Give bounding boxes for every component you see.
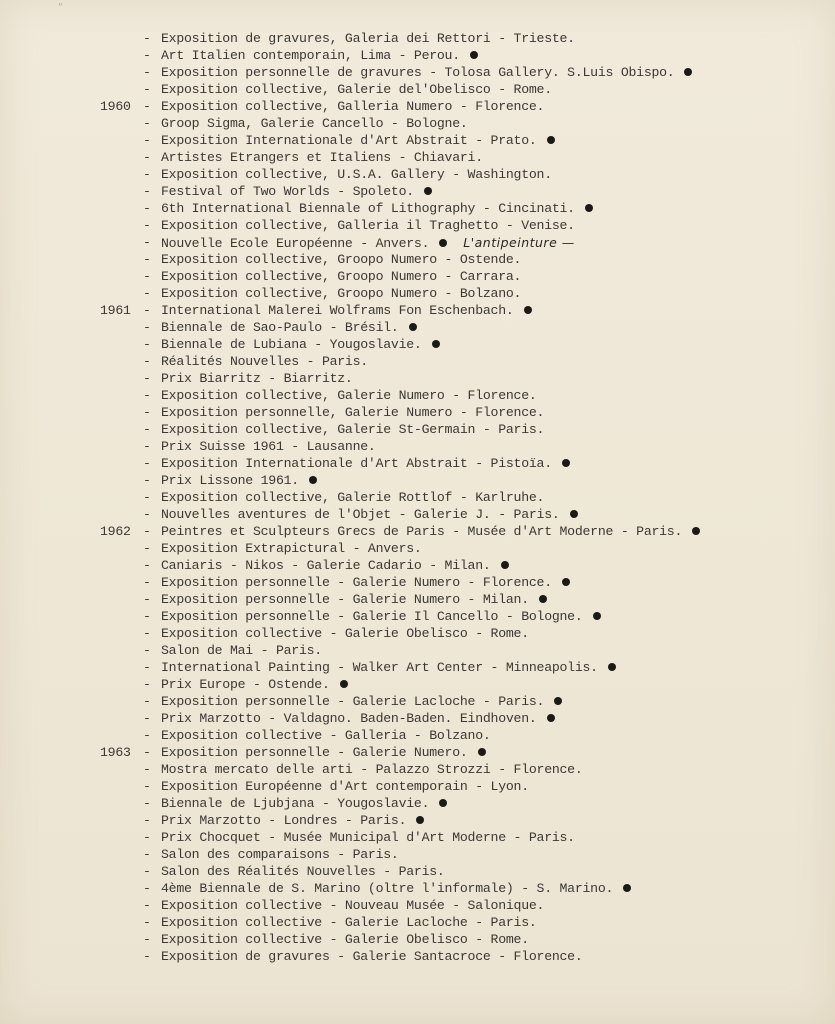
bullet-dash: -: [143, 235, 151, 250]
bullet-dash: -: [143, 99, 151, 114]
entry-line: [161, 863, 445, 880]
entry-line: [161, 149, 483, 166]
bullet-dash: -: [143, 269, 151, 284]
entry-line: [161, 727, 491, 744]
entry-text: Exposition collective, Groopo Numero - Carrara.: [161, 269, 522, 284]
entry-text: Mostra mercato delle arti - Palazzo Strozzi - Florence.: [161, 762, 583, 777]
bullet-dash: -: [143, 864, 151, 879]
list-item: [100, 591, 820, 608]
list-item: [100, 557, 820, 574]
list-item: [100, 761, 820, 778]
list-item: [100, 132, 820, 149]
ink-dot-mark: [470, 51, 478, 59]
entry-text: Prix Marzotto - Londres - Paris.: [161, 813, 407, 828]
list-item: [100, 931, 820, 948]
list-item: [100, 710, 820, 727]
entry-line: [161, 914, 537, 931]
bullet-dash: -: [143, 558, 151, 573]
entry-text: Exposition collective, Galerie del'Obelisco - Rome.: [161, 82, 552, 97]
entry-text: 4ème Biennale de S. Marino (oltre l'informale) - S. Marino.: [161, 881, 614, 896]
list-item: [100, 506, 820, 523]
list-item: [100, 336, 820, 353]
entry-line: [161, 659, 616, 676]
bullet-dash: -: [143, 354, 151, 369]
bullet-dash: -: [143, 575, 151, 590]
ink-dot-mark: [409, 323, 417, 331]
entry-line: [161, 744, 486, 761]
list-item: [100, 183, 820, 200]
entry-line: [161, 268, 521, 285]
entry-text: Exposition collective, Groopo Numero - Bolzano.: [161, 286, 522, 301]
bullet-dash: -: [143, 609, 151, 624]
list-item: [100, 744, 820, 761]
entry-text: Festival of Two Worlds - Spoleto.: [161, 184, 414, 199]
bullet-dash: -: [143, 133, 151, 148]
year-label: 1963: [100, 745, 131, 760]
list-item: [100, 81, 820, 98]
entry-text: Salon des comparaisons - Paris.: [161, 847, 399, 862]
list-item: [100, 914, 820, 931]
entry-line: [161, 234, 575, 252]
list-item: [100, 880, 820, 897]
ink-dot-mark: [562, 578, 570, 586]
bullet-dash: -: [143, 388, 151, 403]
entry-line: [161, 795, 447, 812]
bullet-dash: -: [143, 405, 151, 420]
bullet-dash: -: [143, 167, 151, 182]
entry-text: International Painting - Walker Art Center - Minneapolis.: [161, 660, 598, 675]
entry-line: [161, 829, 575, 846]
entry-line: [161, 285, 521, 302]
entry-text: Artistes Etrangers et Italiens - Chiavari.: [161, 150, 483, 165]
entry-line: [161, 931, 529, 948]
entry-text: Exposition collective, Groopo Numero - Ostende.: [161, 252, 522, 267]
entry-line: [161, 948, 583, 965]
entry-text: Exposition collective, Galerie Rottlof - Karlruhe.: [161, 490, 545, 505]
bullet-dash: -: [143, 915, 151, 930]
entry-line: [161, 132, 555, 149]
entry-text: Prix Lissone 1961.: [161, 473, 299, 488]
entry-line: [161, 81, 552, 98]
bullet-dash: -: [143, 677, 151, 692]
entry-line: [161, 625, 529, 642]
list-item: [100, 149, 820, 166]
ink-dot-mark: [547, 136, 555, 144]
entry-line: [161, 489, 544, 506]
ink-dot-mark: [524, 306, 532, 314]
entry-text: Biennale de Lubiana - Yougoslavie.: [161, 337, 422, 352]
year-label: 1961: [100, 303, 131, 318]
exhibition-list: [100, 30, 820, 965]
ink-dot-mark: [340, 680, 348, 688]
ink-dot-mark: [501, 561, 509, 569]
bullet-dash: -: [143, 898, 151, 913]
entry-line: [161, 217, 575, 234]
entry-text: Caniaris - Nikos - Galerie Cadario - Milan.: [161, 558, 491, 573]
entry-text: Prix Chocquet - Musée Municipal d'Art Moderne - Paris.: [161, 830, 575, 845]
list-item: [100, 404, 820, 421]
bullet-dash: -: [143, 660, 151, 675]
bullet-dash: -: [143, 507, 151, 522]
list-item: [100, 897, 820, 914]
list-item: [100, 353, 820, 370]
ink-dot-mark: [562, 459, 570, 467]
bullet-dash: -: [143, 31, 151, 46]
bullet-dash: -: [143, 150, 151, 165]
entry-text: Exposition personnelle - Galerie Numero - Milan.: [161, 592, 529, 607]
entry-text: 6th International Biennale of Lithography - Cincinati.: [161, 201, 575, 216]
entry-text: Exposition Extrapictural - Anvers.: [161, 541, 422, 556]
entry-text: Exposition personnelle de gravures - Tolosa Gallery. S.Luis Obispo.: [161, 65, 675, 80]
entry-line: [161, 438, 376, 455]
entry-line: [161, 880, 631, 897]
entry-line: [161, 608, 601, 625]
bullet-dash: -: [143, 201, 151, 216]
entry-line: [161, 591, 547, 608]
list-item: [100, 217, 820, 234]
bullet-dash: -: [143, 184, 151, 199]
list-item: [100, 387, 820, 404]
entry-text: Art Italien contemporain, Lima - Perou.: [161, 48, 460, 63]
entry-line: [161, 812, 424, 829]
year-label: 1960: [100, 99, 131, 114]
entry-line: [161, 302, 532, 319]
ink-dot-mark: [692, 527, 700, 535]
ink-dot-mark: [585, 204, 593, 212]
list-item: [100, 421, 820, 438]
corner-mark: ": [58, 2, 63, 13]
list-item: [100, 829, 820, 846]
entry-text: Nouvelle Ecole Européenne - Anvers.: [161, 236, 430, 251]
list-item: [100, 200, 820, 217]
entry-text: Exposition collective, Galleria il Traghetto - Venise.: [161, 218, 575, 233]
entry-text: Prix Europe - Ostende.: [161, 677, 330, 692]
entry-line: [161, 761, 583, 778]
entry-text: Peintres et Sculpteurs Grecs de Paris - Musée d'Art Moderne - Paris.: [161, 524, 683, 539]
bullet-dash: -: [143, 881, 151, 896]
list-item: [100, 47, 820, 64]
list-item: [100, 948, 820, 965]
ink-dot-mark: [478, 748, 486, 756]
entry-line: [161, 540, 422, 557]
entry-line: [161, 251, 521, 268]
bullet-dash: -: [143, 796, 151, 811]
entry-text: Exposition Internationale d'Art Abstrait - Prato.: [161, 133, 537, 148]
bullet-dash: -: [143, 779, 151, 794]
entry-text: Nouvelles aventures de l'Objet - Galerie J. - Paris.: [161, 507, 560, 522]
bullet-dash: -: [143, 711, 151, 726]
entry-text: Exposition personnelle, Galerie Numero - Florence.: [161, 405, 545, 420]
bullet-dash: -: [143, 48, 151, 63]
list-item: [100, 472, 820, 489]
list-item: [100, 489, 820, 506]
list-item: [100, 302, 820, 319]
list-item: [100, 523, 820, 540]
entry-text: Salon des Réalités Nouvelles - Paris.: [161, 864, 445, 879]
year-label: 1962: [100, 524, 131, 539]
handwritten-note: L'antipeinture —: [463, 235, 575, 250]
entry-text: Exposition collective, Galerie Numero - Florence.: [161, 388, 537, 403]
ink-dot-mark: [309, 476, 317, 484]
list-item: [100, 540, 820, 557]
entry-line: [161, 30, 575, 47]
entry-line: [161, 676, 348, 693]
list-item: [100, 455, 820, 472]
bullet-dash: -: [143, 541, 151, 556]
bullet-dash: -: [143, 286, 151, 301]
list-item: [100, 268, 820, 285]
entry-line: [161, 353, 368, 370]
bullet-dash: -: [143, 456, 151, 471]
entry-text: Exposition personnelle - Galerie Numero.: [161, 745, 468, 760]
bullet-dash: -: [143, 439, 151, 454]
list-item: [100, 370, 820, 387]
list-item: [100, 115, 820, 132]
entry-line: [161, 710, 555, 727]
bullet-dash: -: [143, 490, 151, 505]
list-item: [100, 625, 820, 642]
entry-text: International Malerei Wolframs Fon Eschenbach.: [161, 303, 514, 318]
entry-line: [161, 846, 399, 863]
list-item: [100, 795, 820, 812]
entry-text: Exposition personnelle - Galerie Lacloche - Paris.: [161, 694, 545, 709]
ink-dot-mark: [684, 68, 692, 76]
list-item: [100, 812, 820, 829]
entry-line: [161, 523, 700, 540]
entry-line: [161, 183, 432, 200]
entry-text: Exposition Européenne d'Art contemporain - Lyon.: [161, 779, 529, 794]
bullet-dash: -: [143, 303, 151, 318]
entry-text: Exposition collective - Galerie Obelisco - Rome.: [161, 932, 529, 947]
entry-line: [161, 472, 317, 489]
entry-text: Prix Marzotto - Valdagno. Baden-Baden. Eindhoven.: [161, 711, 537, 726]
entry-line: [161, 319, 417, 336]
entry-line: [161, 778, 529, 795]
entry-text: Exposition Internationale d'Art Abstrait - Pistoïa.: [161, 456, 552, 471]
entry-text: Biennale de Ljubjana - Yougoslavie.: [161, 796, 430, 811]
bullet-dash: -: [143, 592, 151, 607]
entry-text: Exposition collective - Nouveau Musée - Salonique.: [161, 898, 545, 913]
bullet-dash: -: [143, 252, 151, 267]
list-item: [100, 608, 820, 625]
entry-text: Prix Suisse 1961 - Lausanne.: [161, 439, 376, 454]
bullet-dash: -: [143, 847, 151, 862]
bullet-dash: -: [143, 116, 151, 131]
bullet-dash: -: [143, 422, 151, 437]
entry-line: [161, 98, 544, 115]
ink-dot-mark: [539, 595, 547, 603]
ink-dot-mark: [424, 187, 432, 195]
bullet-dash: -: [143, 728, 151, 743]
ink-dot-mark: [623, 884, 631, 892]
list-item: [100, 64, 820, 81]
list-item: [100, 98, 820, 115]
bullet-dash: -: [143, 473, 151, 488]
list-item: [100, 778, 820, 795]
bullet-dash: -: [143, 65, 151, 80]
entry-line: [161, 506, 578, 523]
entry-text: Exposition de gravures, Galeria dei Rettori - Trieste.: [161, 31, 575, 46]
entry-line: [161, 64, 692, 81]
entry-line: [161, 200, 593, 217]
ink-dot-mark: [608, 663, 616, 671]
entry-line: [161, 421, 544, 438]
entry-line: [161, 404, 544, 421]
list-item: [100, 846, 820, 863]
bullet-dash: -: [143, 82, 151, 97]
entry-text: Exposition collective, Galerie St-Germain - Paris.: [161, 422, 545, 437]
list-item: [100, 319, 820, 336]
entry-line: [161, 370, 353, 387]
bullet-dash: -: [143, 745, 151, 760]
ink-dot-mark: [416, 816, 424, 824]
entry-text: Exposition collective, U.S.A. Gallery - Washington.: [161, 167, 552, 182]
entry-line: [161, 47, 478, 64]
entry-text: Groop Sigma, Galerie Cancello - Bologne.: [161, 116, 468, 131]
list-item: [100, 727, 820, 744]
entry-line: [161, 336, 440, 353]
bullet-dash: -: [143, 524, 151, 539]
entry-text: Exposition personnelle - Galerie Il Cancello - Bologne.: [161, 609, 583, 624]
ink-dot-mark: [432, 340, 440, 348]
list-item: [100, 234, 820, 251]
entry-text: Exposition collective - Galerie Obelisco - Rome.: [161, 626, 529, 641]
entry-text: Prix Biarritz - Biarritz.: [161, 371, 353, 386]
entry-line: [161, 557, 509, 574]
ink-dot-mark: [554, 697, 562, 705]
list-item: [100, 642, 820, 659]
list-item: [100, 30, 820, 47]
bullet-dash: -: [143, 626, 151, 641]
bullet-dash: -: [143, 337, 151, 352]
entry-text: Exposition collective - Galleria - Bolzano.: [161, 728, 491, 743]
bullet-dash: -: [143, 218, 151, 233]
bullet-dash: -: [143, 813, 151, 828]
entry-line: [161, 115, 468, 132]
bullet-dash: -: [143, 320, 151, 335]
entry-text: Exposition de gravures - Galerie Santacroce - Florence.: [161, 949, 583, 964]
bullet-dash: -: [143, 762, 151, 777]
entry-text: Réalités Nouvelles - Paris.: [161, 354, 368, 369]
list-item: [100, 251, 820, 268]
entry-line: [161, 693, 562, 710]
bullet-dash: -: [143, 643, 151, 658]
entry-line: [161, 166, 552, 183]
entry-text: Exposition personnelle - Galerie Numero - Florence.: [161, 575, 552, 590]
entry-text: Exposition collective - Galerie Lacloche - Paris.: [161, 915, 537, 930]
list-item: [100, 676, 820, 693]
list-item: [100, 659, 820, 676]
ink-dot-mark: [439, 799, 447, 807]
list-item: [100, 285, 820, 302]
entry-line: [161, 642, 322, 659]
list-item: [100, 693, 820, 710]
ink-dot-mark: [439, 239, 447, 247]
ink-dot-mark: [570, 510, 578, 518]
bullet-dash: -: [143, 694, 151, 709]
bullet-dash: -: [143, 830, 151, 845]
list-item: [100, 438, 820, 455]
list-item: [100, 574, 820, 591]
bullet-dash: -: [143, 949, 151, 964]
entry-text: Exposition collective, Galleria Numero - Florence.: [161, 99, 545, 114]
entry-line: [161, 897, 544, 914]
entry-line: [161, 387, 537, 404]
entry-line: [161, 574, 570, 591]
entry-text: Biennale de Sao-Paulo - Brésil.: [161, 320, 399, 335]
entry-line: [161, 455, 570, 472]
ink-dot-mark: [547, 714, 555, 722]
entry-text: Salon de Mai - Paris.: [161, 643, 322, 658]
bullet-dash: -: [143, 932, 151, 947]
list-item: [100, 863, 820, 880]
ink-dot-mark: [593, 612, 601, 620]
bullet-dash: -: [143, 371, 151, 386]
list-item: [100, 166, 820, 183]
